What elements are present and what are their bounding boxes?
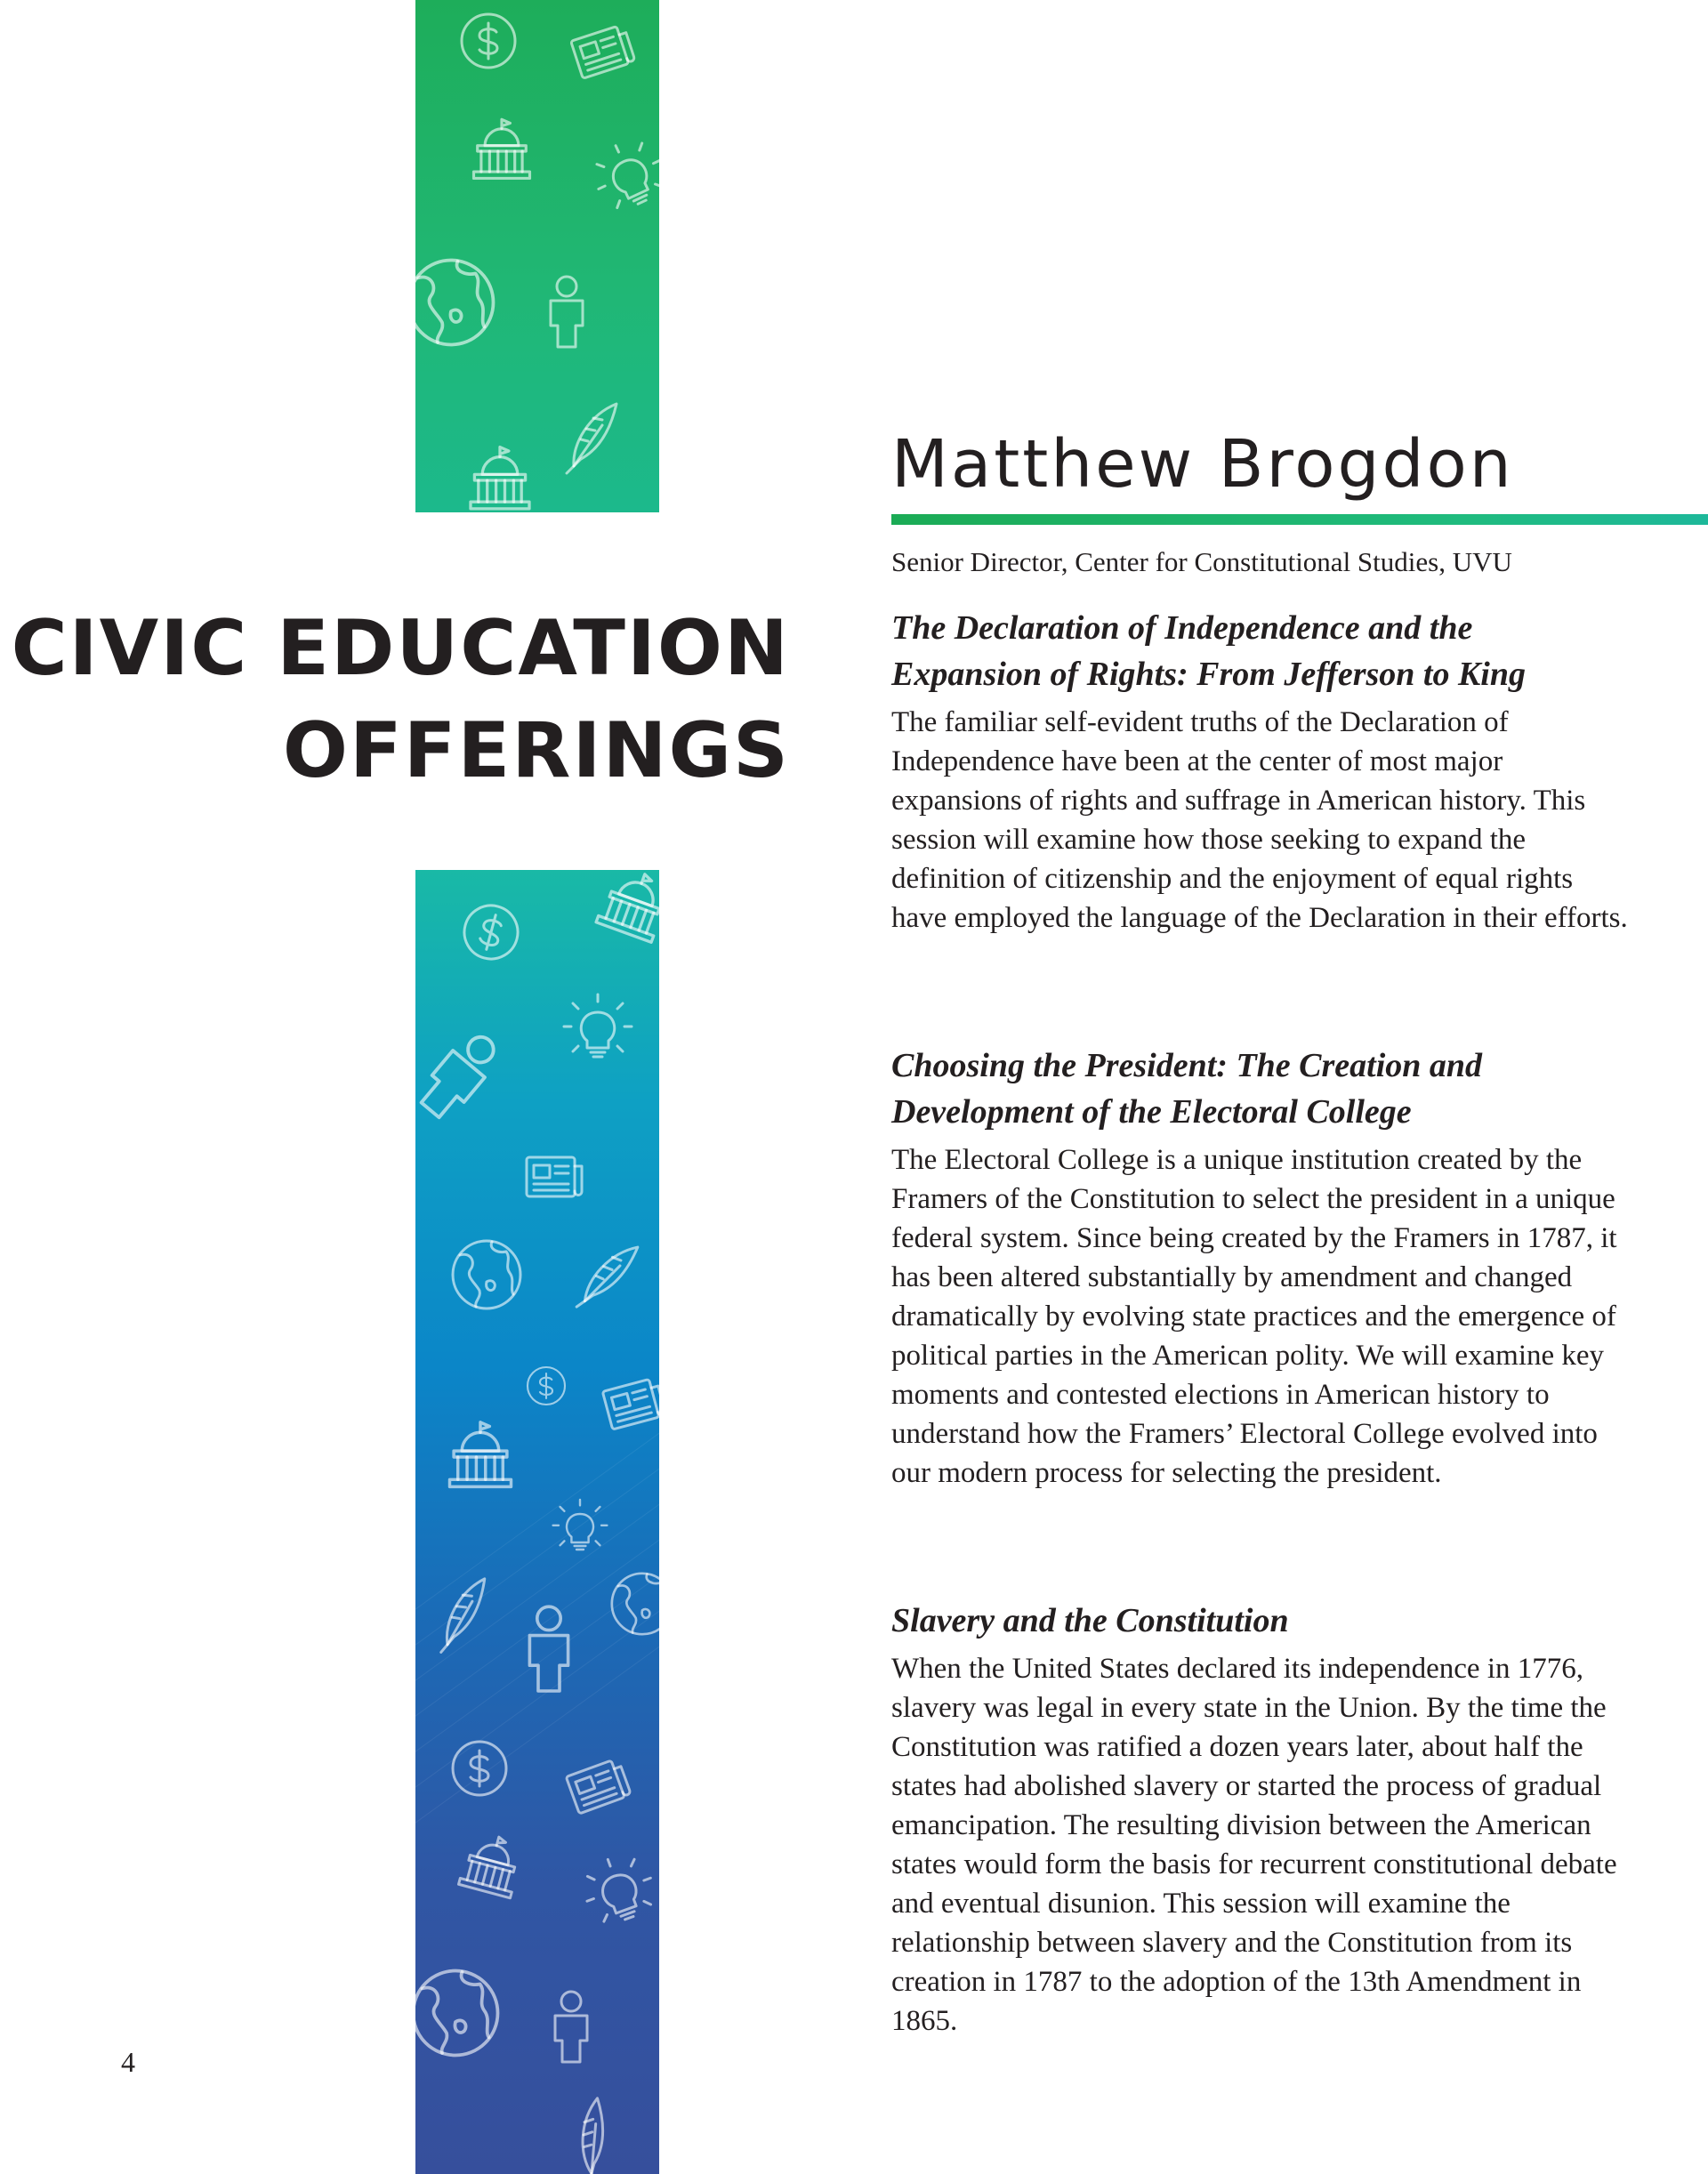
newspaper-icon bbox=[571, 24, 636, 78]
decorative-band-bottom bbox=[415, 870, 659, 2174]
session-title-line-2: Development of the Electoral College bbox=[891, 1093, 1412, 1131]
session-title-line-2: Expansion of Rights: From Jefferson to King bbox=[891, 656, 1527, 693]
person-icon bbox=[555, 1992, 587, 2062]
lightbulb-icon bbox=[585, 132, 659, 217]
presenter-role: Senior Director, Center for Constitutional Studies, UVU bbox=[891, 546, 1512, 577]
session-title-line-1: The Declaration of Independence and the bbox=[891, 609, 1473, 647]
dollar-icon bbox=[528, 1367, 565, 1405]
globe-icon bbox=[612, 1574, 659, 1634]
dollar-icon bbox=[462, 14, 515, 68]
session-title-line-1: Choosing the President: The Creation and bbox=[891, 1047, 1483, 1084]
lightbulb-icon bbox=[576, 1848, 659, 1929]
session-title bbox=[891, 605, 1630, 697]
session-title-line-1: Slavery and the Constitution bbox=[891, 1602, 1289, 1639]
quill-icon bbox=[435, 1579, 491, 1653]
name-underline-rule bbox=[891, 514, 1708, 525]
newspaper-icon bbox=[527, 1157, 582, 1196]
session-slavery-constitution bbox=[891, 1598, 1630, 2041]
newspaper-icon bbox=[566, 1758, 631, 1814]
section-title-line-1: CIVIC EDUCATION bbox=[11, 604, 790, 693]
band-icon-pattern-bottom bbox=[415, 870, 659, 2174]
band-icon-pattern-top bbox=[415, 0, 659, 512]
capitol-icon bbox=[471, 447, 529, 509]
dollar-icon bbox=[453, 1742, 506, 1795]
presenter-name: Matthew Brogdon bbox=[891, 426, 1514, 503]
globe-icon bbox=[453, 1241, 520, 1308]
person-icon bbox=[415, 1027, 505, 1123]
person-icon bbox=[551, 277, 583, 347]
quill-icon bbox=[554, 2098, 632, 2174]
session-description: The familiar self-evident truths of the Declaration of Independence have been at the center of most major expansions of rights and suffrage in American history. This session will examine how those seeking to expand the definition of citizenship and the enjoyment of equal rights have employed the language of the Declaration in their efforts. bbox=[891, 706, 1628, 934]
session-declaration bbox=[891, 605, 1630, 938]
dollar-icon bbox=[458, 899, 523, 964]
session-title bbox=[891, 1598, 1630, 1644]
capitol-icon bbox=[459, 1830, 525, 1897]
globe-icon bbox=[415, 261, 494, 345]
session-description: When the United States declared its independence in 1776, slavery was legal in every state in the Union. By the time the Constitution was ratified a dozen years later, about half the states had abolished slavery or started the process of gradual emancipation. The resulting division between the American states would form the basis for recurrent constitutional debate and eventual disunion. This session will examine the relationship between slavery and the Constitution from its creation in 1787 to the adoption of the 13th Amendment in 1865. bbox=[891, 1653, 1617, 2037]
newspaper-icon bbox=[602, 1377, 659, 1429]
section-title bbox=[12, 598, 790, 802]
session-electoral-college bbox=[891, 1043, 1630, 1493]
capitol-icon bbox=[596, 870, 659, 942]
capitol-icon bbox=[474, 119, 530, 178]
capitol-icon bbox=[450, 1422, 512, 1486]
quill-icon bbox=[567, 404, 616, 473]
lightbulb-icon bbox=[553, 1500, 608, 1550]
section-title-line-2: OFFERINGS bbox=[282, 706, 790, 795]
session-title bbox=[891, 1043, 1630, 1135]
session-description: The Electoral College is a unique institution created by the Framers of the Constitution to select the president in a unique federal system. Since being created by the Framers in 1787, it has been altered substantially by amendment and changed dramatically by evolving state practices and the emergence of political parties in the American polity. We will examine key moments and contested elections in American history to understand how the Framers’ Electoral College evolved into our modern process for selecting the president. bbox=[891, 1144, 1617, 1489]
decorative-band-top bbox=[415, 0, 659, 512]
globe-icon bbox=[415, 1971, 498, 2056]
lightbulb-icon bbox=[564, 994, 632, 1057]
page-number: 4 bbox=[121, 2046, 135, 2078]
quill-icon bbox=[576, 1238, 638, 1316]
